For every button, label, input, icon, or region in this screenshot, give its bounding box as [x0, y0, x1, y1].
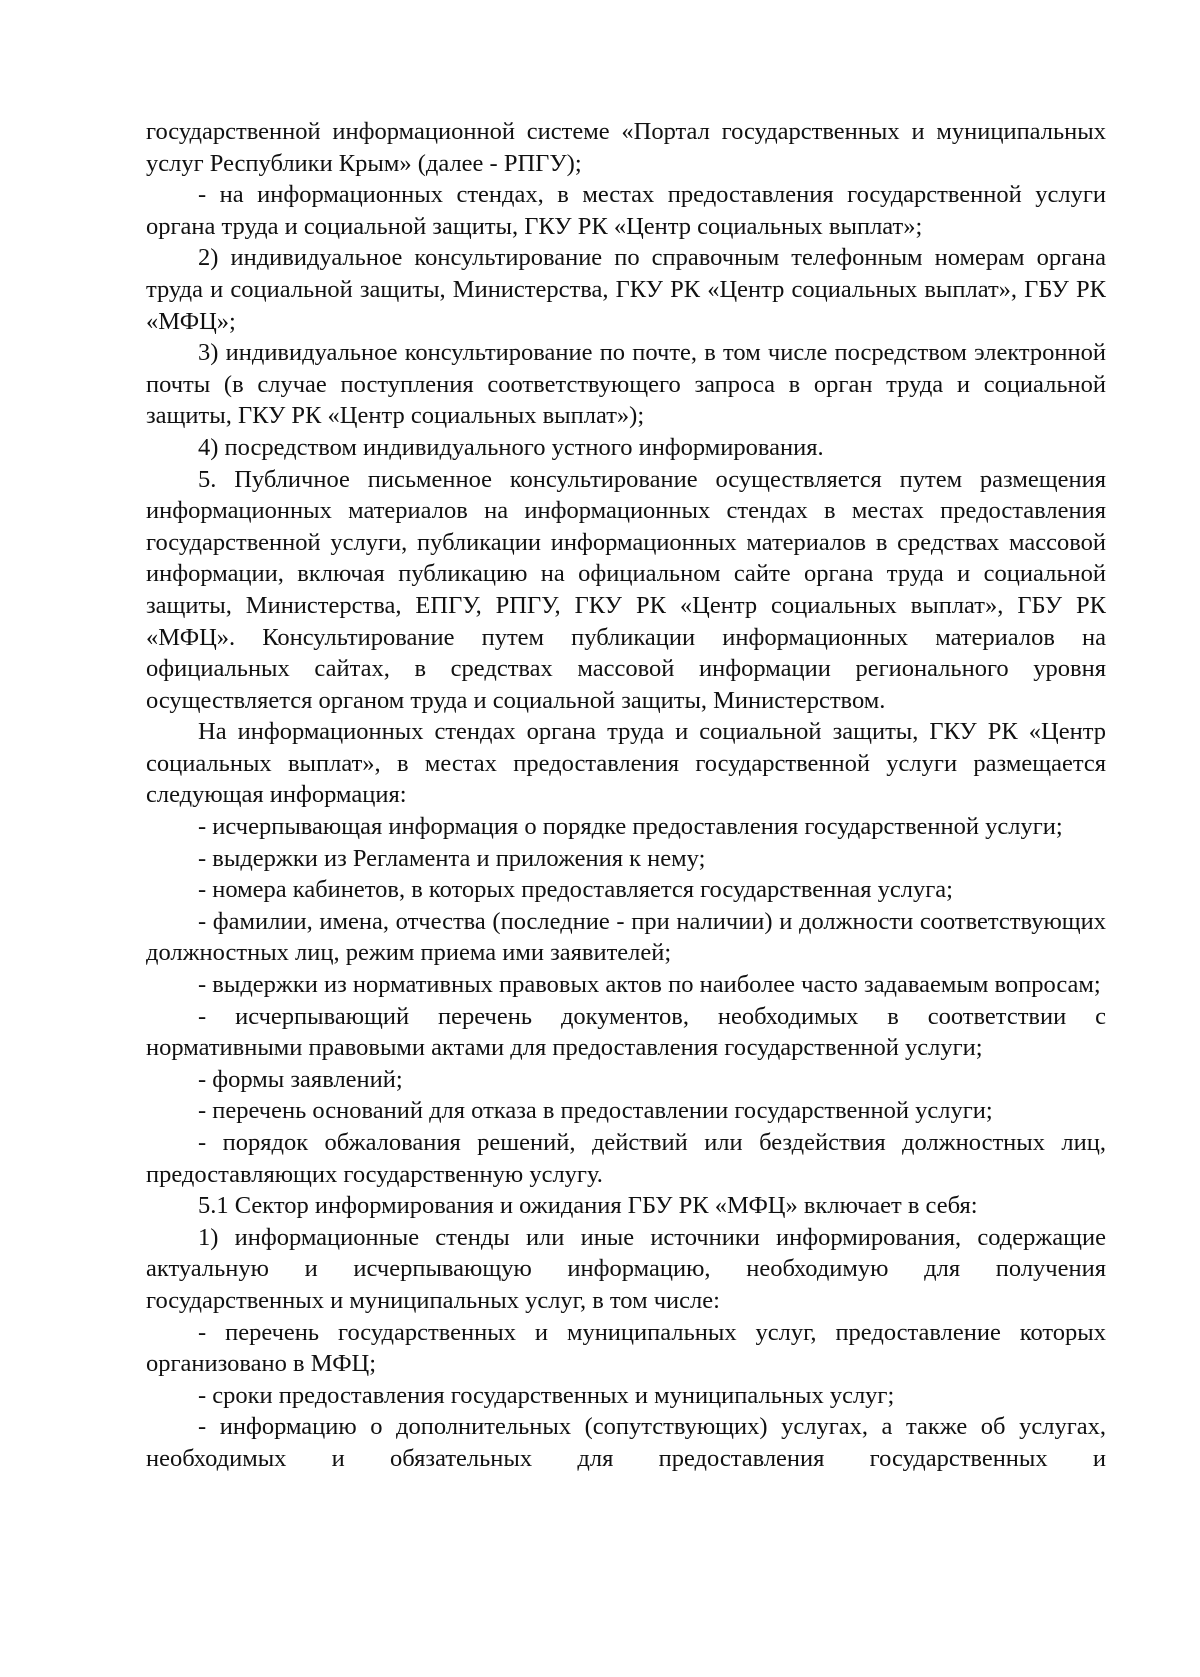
list-item-phone-consulting: 2) индивидуальное консультирование по справочным телефонным номерам органа труда и социальной защиты, Министерства, ГКУ РК «Центр социальных выплат», ГБУ РК «МФЦ»; — [146, 244, 1106, 335]
list-item-appeal-procedure: - порядок обжалования решений, действий или бездействия должностных лиц, предоставляющих государственную услугу. — [146, 1129, 1106, 1188]
list-item-refusal-grounds: - перечень оснований для отказа в предоставлении государственной услуги; — [198, 1097, 993, 1125]
list-item-additional-services: - информацию о дополнительных (сопутствующих) услугах, а также об услугах, необходимых и обязательных для предоставления государственных и — [146, 1413, 1106, 1472]
list-item-application-forms: - формы заявлений; — [198, 1065, 403, 1093]
list-item-service-terms: - сроки предоставления государственных и муниципальных услуг; — [198, 1381, 895, 1409]
list-item-legal-excerpts: - выдержки из нормативных правовых актов по наиболее часто задаваемым вопросам; — [198, 971, 1101, 999]
list-item-services-list: - перечень государственных и муниципальных услуг, предоставление которых организовано в МФЦ; — [146, 1318, 1106, 1378]
paragraph-stands-info: На информационных стендах органа труда и социальной защиты, ГКУ РК «Центр социальных выплат», в местах предоставления государственной услуги размещается следующая информация: — [146, 718, 1106, 809]
list-item-regulation-excerpts: - выдержки из Регламента и приложения к нему; — [198, 844, 706, 872]
document-page — [146, 116, 1106, 1475]
paragraph-continuation: государственной информационной системе «Портал государственных и муниципальных услуг Республики Крым» (далее - РПГУ); — [146, 118, 1106, 177]
paragraph-public-consulting: 5. Публичное письменное консультирование осуществляется путем размещения информационных материалов на информационных стендах в местах предоставления государственной услуги, публикации информационных материалов в средствах массовой информации, включая публикацию на официальном сайте органа труда и социальной защиты, Министерства, ЕПГУ, РПГУ, ГКУ РК «Центр социальных выплат», ГБУ РК «МФЦ». Консультирование путем публикации информационных материалов на официальных сайтах, в средствах массовой информации регионального уровня осуществляется органом труда и социальной защиты, Министерством. — [146, 465, 1106, 714]
list-item-info-sources: 1) информационные стенды или иные источники информирования, содержащие актуальную и исчерпывающую информацию, необходимую для получения государственных и муниципальных услуг, в том числе: — [146, 1223, 1106, 1314]
list-item-info-stands: - на информационных стендах, в местах предоставления государственной услуги органа труда и социальной защиты, ГКУ РК «Центр социальных выплат»; — [146, 181, 1106, 240]
list-item-documents-list: - исчерпывающий перечень документов, необходимых в соответствии с нормативными правовыми актами для предоставления государственной услуги; — [146, 1002, 1106, 1062]
paragraph-mfc-sector: 5.1 Сектор информирования и ожидания ГБУ РК «МФЦ» включает в себя: — [198, 1192, 978, 1220]
list-item-office-numbers: - номера кабинетов, в которых предоставляется государственная услуга; — [198, 876, 953, 904]
list-item-oral-informing: 4) посредством индивидуального устного информирования. — [198, 433, 824, 461]
list-item-officials: - фамилии, имена, отчества (последние - при наличии) и должности соответствующих должностных лиц, режим приема ими заявителей; — [146, 907, 1106, 967]
list-item-mail-consulting: 3) индивидуальное консультирование по почте, в том числе посредством электронной почты (в случае поступления соответствующего запроса в орган труда и социальной защиты, ГКУ РК «Центр социальных выплат»); — [146, 339, 1106, 430]
list-item-procedure-info: - исчерпывающая информация о порядке предоставления государственной услуги; — [198, 813, 1063, 841]
